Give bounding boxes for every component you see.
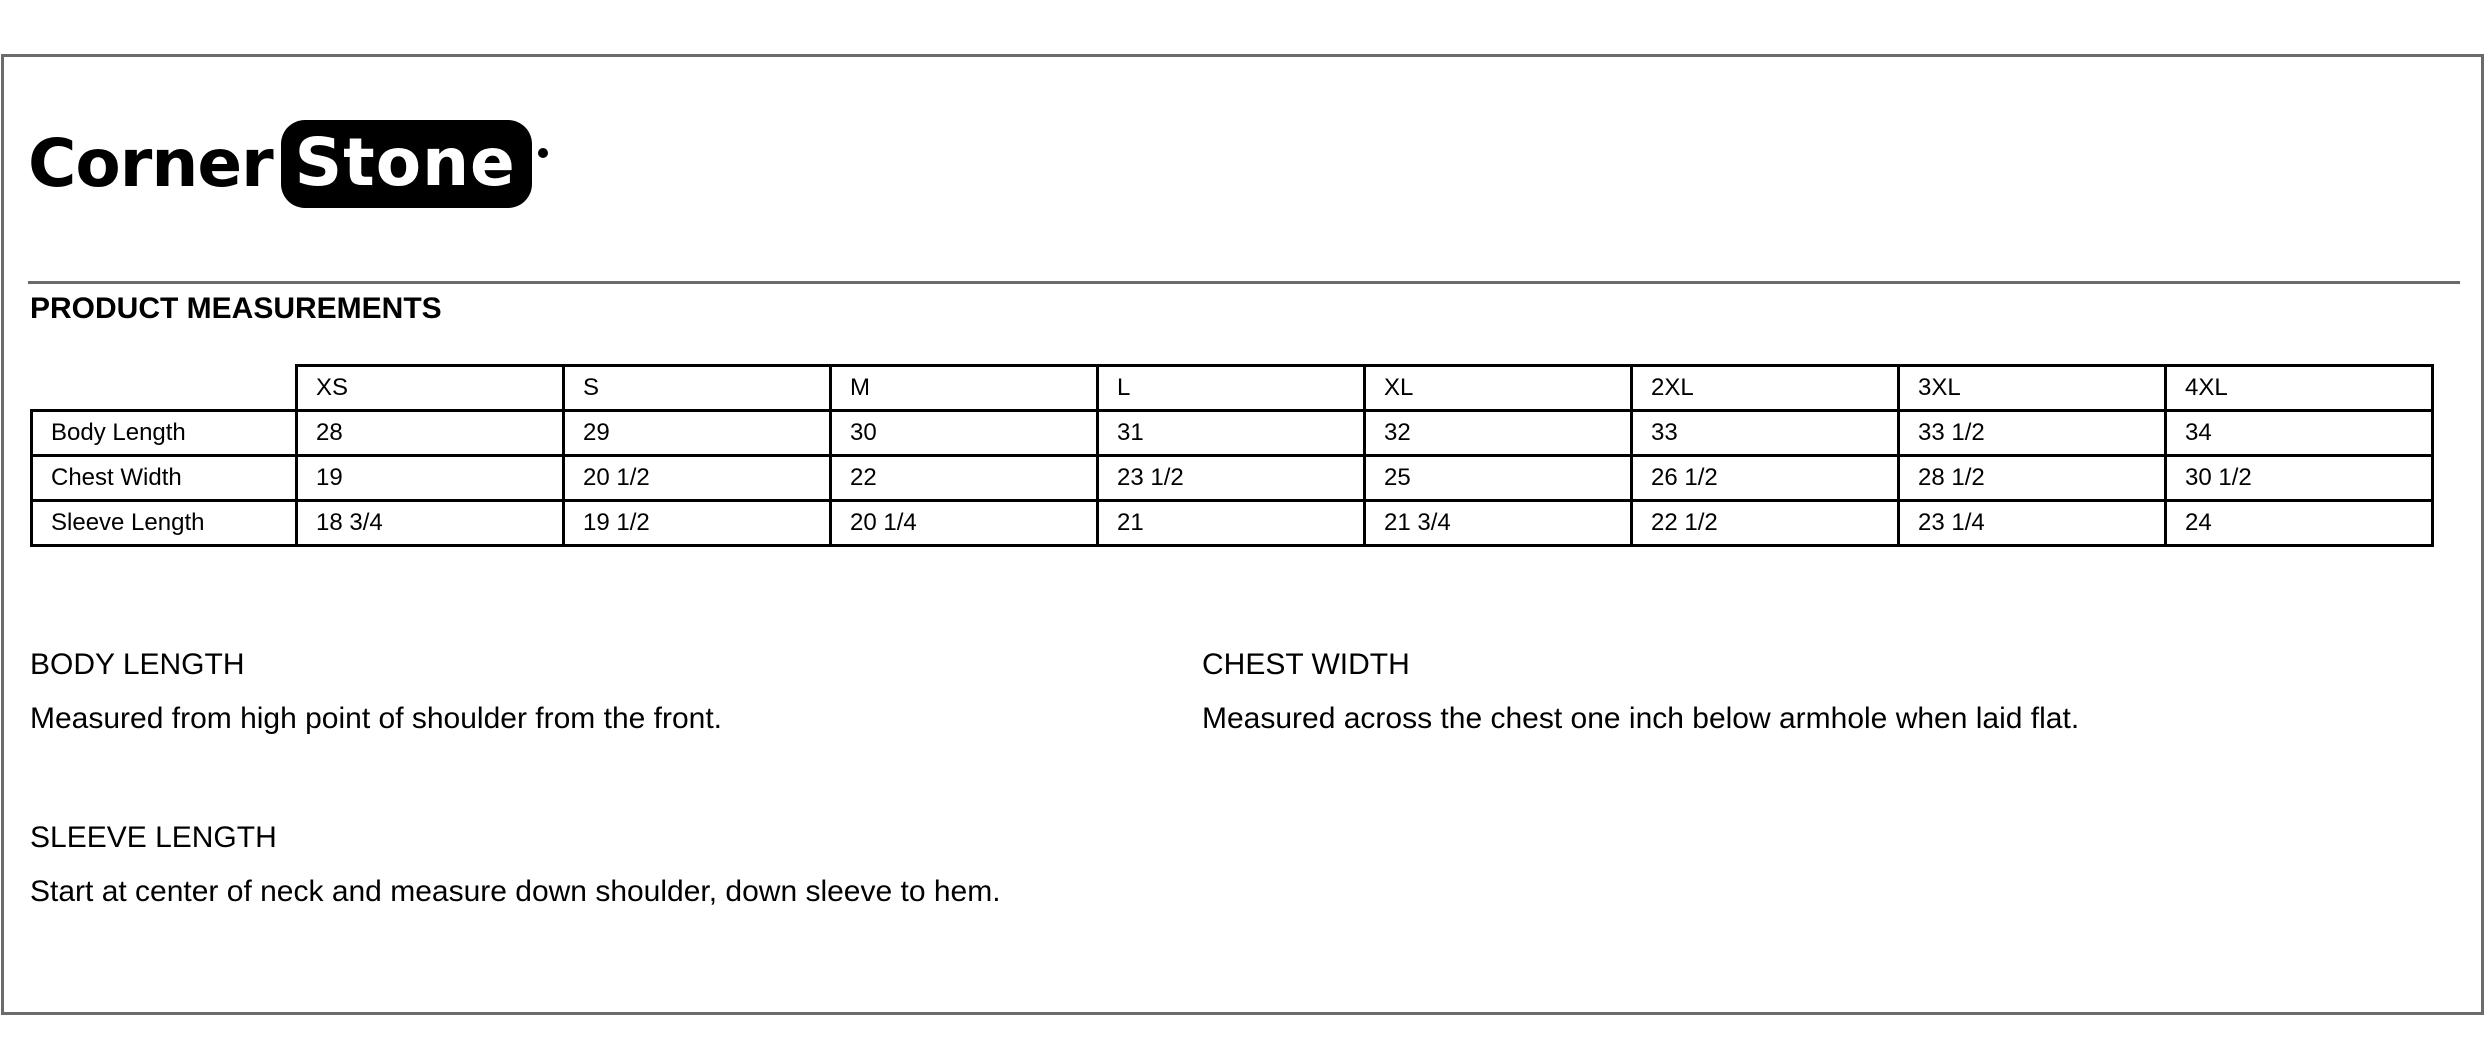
table-cell: 19 [297,456,564,501]
table-cell: 29 [564,411,831,456]
table-cell: 20 1/4 [831,501,1098,546]
row-label: Body Length [32,411,297,456]
table-cell: 22 [831,456,1098,501]
table-row [32,411,2433,456]
size-header-cell: 4XL [2166,366,2433,411]
table-cell: 32 [1365,411,1632,456]
logo-word-corner: Corner [28,125,273,202]
logo-word-stone: Stone [294,124,516,201]
table-cell: 21 [1098,501,1365,546]
chest-width-title: CHEST WIDTH [1202,648,1410,681]
logo-box [281,120,532,208]
size-header-cell: 2XL [1632,366,1899,411]
body-length-title: BODY LENGTH [30,648,245,681]
body-length-text: Measured from high point of shoulder from the front. [30,702,723,735]
table-row [32,501,2433,546]
table-cell: 30 1/2 [2166,456,2433,501]
table-cell: 30 [831,411,1098,456]
header-divider [28,281,2460,284]
size-header-cell: L [1098,366,1365,411]
table-row [32,456,2433,501]
size-header-cell: XL [1365,366,1632,411]
table-cell: 26 1/2 [1632,456,1899,501]
row-label: Sleeve Length [32,501,297,546]
sleeve-length-title: SLEEVE LENGTH [30,821,277,854]
table-cell: 33 1/2 [1899,411,2166,456]
section-title: PRODUCT MEASUREMENTS [30,292,442,325]
table-cell: 24 [2166,501,2433,546]
chest-width-text: Measured across the chest one inch below armhole when laid flat. [1202,702,2080,735]
size-header-cell: M [831,366,1098,411]
table-cell: 28 1/2 [1899,456,2166,501]
size-header-cell: 3XL [1899,366,2166,411]
logo-trademark-dot [538,148,548,158]
size-header-cell: XS [297,366,564,411]
row-label: Chest Width [32,456,297,501]
table-cell: 25 [1365,456,1632,501]
table-cell: 22 1/2 [1632,501,1899,546]
table-cell: 20 1/2 [564,456,831,501]
table-cell: 21 3/4 [1365,501,1632,546]
size-header-cell: S [564,366,831,411]
table-cell: 31 [1098,411,1365,456]
table-cell: 23 1/2 [1098,456,1365,501]
table-corner-cell [32,366,297,411]
table-cell: 34 [2166,411,2433,456]
cornerstone-logo [28,108,548,220]
table-cell: 19 1/2 [564,501,831,546]
size-chart-table [30,364,2434,547]
size-header-row [32,366,2433,411]
table-cell: 28 [297,411,564,456]
table-cell: 18 3/4 [297,501,564,546]
sleeve-length-text: Start at center of neck and measure down shoulder, down sleeve to hem. [30,875,1001,908]
table-cell: 23 1/4 [1899,501,2166,546]
table-cell: 33 [1632,411,1899,456]
